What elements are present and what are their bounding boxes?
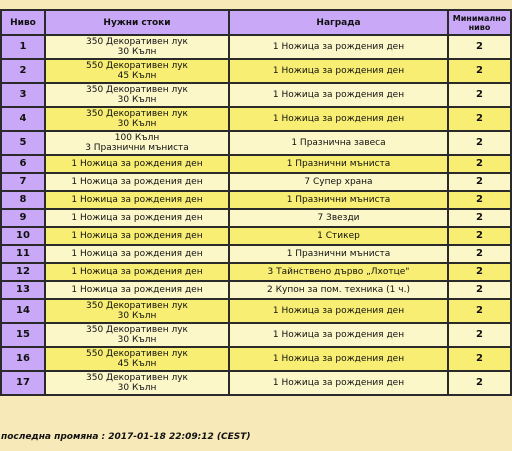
needed-goods-item: 30 Кълн [117, 311, 157, 321]
needed-goods-item: 550 Декоративен лук [86, 61, 188, 71]
needed-goods-item: 1 Ножица за рождения ден [71, 249, 203, 259]
level-number: 16 [1, 347, 45, 371]
needed-goods-item: 350 Декоративен лук [86, 373, 188, 383]
needed-goods-item: 350 Декоративен лук [86, 85, 188, 95]
table-row [1, 35, 511, 59]
needed-goods-item: 1 Ножица за рождения ден [71, 267, 203, 277]
needed-goods-cell [45, 299, 229, 323]
needed-goods-cell [45, 347, 229, 371]
table-row [1, 263, 511, 281]
min-level-cell: 2 [448, 245, 511, 263]
needed-goods-item: 30 Кълн [117, 119, 157, 129]
table-row [1, 299, 511, 323]
reward-cell: 1 Празнични мъниста [229, 155, 448, 173]
last-change-note: последна промяна : 2017-01-18 22:09:12 (CEST) [1, 432, 251, 442]
needed-goods-cell [45, 173, 229, 191]
table-body [1, 35, 511, 395]
levels-table [0, 9, 512, 396]
table-row [1, 191, 511, 209]
min-level-cell: 2 [448, 35, 511, 59]
needed-goods-item: 550 Декоративен лук [86, 349, 188, 359]
level-number: 14 [1, 299, 45, 323]
needed-goods-cell [45, 107, 229, 131]
table-row [1, 131, 511, 155]
needed-goods-item: 350 Декоративен лук [86, 301, 188, 311]
needed-goods-item: 350 Декоративен лук [86, 325, 188, 335]
needed-goods-cell [45, 323, 229, 347]
min-level-cell: 2 [448, 107, 511, 131]
needed-goods-cell [45, 131, 229, 155]
level-number: 7 [1, 173, 45, 191]
table-row [1, 83, 511, 107]
level-number: 10 [1, 227, 45, 245]
reward-cell: 1 Ножица за рождения ден [229, 83, 448, 107]
header-needed-goods: Нужни стоки [45, 10, 229, 35]
level-number: 5 [1, 131, 45, 155]
level-number: 15 [1, 323, 45, 347]
reward-cell: 1 Ножица за рождения ден [229, 107, 448, 131]
reward-cell: 1 Ножица за рождения ден [229, 323, 448, 347]
needed-goods-item: 30 Кълн [117, 335, 157, 345]
min-level-cell: 2 [448, 227, 511, 245]
min-level-cell: 2 [448, 155, 511, 173]
needed-goods-item: 45 Кълн [117, 71, 157, 81]
min-level-cell: 2 [448, 299, 511, 323]
table-row [1, 209, 511, 227]
level-number: 1 [1, 35, 45, 59]
needed-goods-cell [45, 191, 229, 209]
needed-goods-item: 1 Ножица за рождения ден [71, 231, 203, 241]
level-number: 11 [1, 245, 45, 263]
needed-goods-cell [45, 371, 229, 395]
table-row [1, 227, 511, 245]
needed-goods-cell [45, 281, 229, 299]
header-min-level-line-2: ниво [468, 22, 491, 32]
needed-goods-item: 1 Ножица за рождения ден [71, 177, 203, 187]
min-level-cell: 2 [448, 323, 511, 347]
level-number: 13 [1, 281, 45, 299]
min-level-cell: 2 [448, 83, 511, 107]
header-reward: Награда [229, 10, 448, 35]
reward-cell: 3 Тайнствено дърво „Лхотце" [229, 263, 448, 281]
level-number: 6 [1, 155, 45, 173]
reward-cell: 1 Стикер [229, 227, 448, 245]
reward-cell: 7 Супер храна [229, 173, 448, 191]
table-row [1, 281, 511, 299]
needed-goods-item: 1 Ножица за рождения ден [71, 195, 203, 205]
table-row [1, 245, 511, 263]
min-level-cell: 2 [448, 371, 511, 395]
needed-goods-item: 45 Кълн [117, 359, 157, 369]
min-level-cell: 2 [448, 281, 511, 299]
level-number: 4 [1, 107, 45, 131]
needed-goods-item: 30 Кълн [117, 47, 157, 57]
needed-goods-cell [45, 35, 229, 59]
needed-goods-cell [45, 83, 229, 107]
min-level-cell: 2 [448, 263, 511, 281]
reward-cell: 2 Купон за пом. техника (1 ч.) [229, 281, 448, 299]
table-row [1, 371, 511, 395]
needed-goods-item: 30 Кълн [117, 95, 157, 105]
table-row [1, 347, 511, 371]
min-level-cell: 2 [448, 59, 511, 83]
needed-goods-item: 1 Ножица за рождения ден [71, 159, 203, 169]
table-row [1, 59, 511, 83]
needed-goods-item: 1 Ножица за рождения ден [71, 213, 203, 223]
table-row [1, 107, 511, 131]
header-level: Ниво [1, 10, 45, 35]
table-row [1, 155, 511, 173]
table-row [1, 323, 511, 347]
header-min-level [448, 10, 511, 35]
min-level-cell: 2 [448, 191, 511, 209]
needed-goods-item: 350 Декоративен лук [86, 37, 188, 47]
reward-cell: 7 Звезди [229, 209, 448, 227]
needed-goods-item: 30 Кълн [117, 383, 157, 393]
needed-goods-cell [45, 59, 229, 83]
needed-goods-cell [45, 155, 229, 173]
reward-cell: 1 Ножица за рождения ден [229, 299, 448, 323]
level-number: 2 [1, 59, 45, 83]
needed-goods-item: 1 Ножица за рождения ден [71, 285, 203, 295]
needed-goods-cell [45, 209, 229, 227]
reward-cell: 1 Ножица за рождения ден [229, 59, 448, 83]
needed-goods-item: 100 Кълн [114, 133, 160, 143]
min-level-cell: 2 [448, 209, 511, 227]
min-level-cell: 2 [448, 347, 511, 371]
needed-goods-item: 3 Празнични мъниста [85, 143, 189, 153]
reward-cell: 1 Ножица за рождения ден [229, 35, 448, 59]
reward-cell: 1 Празнична завеса [229, 131, 448, 155]
min-level-cell: 2 [448, 131, 511, 155]
needed-goods-cell [45, 263, 229, 281]
table-header-row [1, 10, 511, 35]
reward-cell: 1 Ножица за рождения ден [229, 347, 448, 371]
needed-goods-cell [45, 227, 229, 245]
level-number: 17 [1, 371, 45, 395]
level-number: 8 [1, 191, 45, 209]
reward-cell: 1 Празнични мъниста [229, 191, 448, 209]
level-number: 3 [1, 83, 45, 107]
table-row [1, 173, 511, 191]
level-number: 9 [1, 209, 45, 227]
level-number: 12 [1, 263, 45, 281]
reward-cell: 1 Ножица за рождения ден [229, 371, 448, 395]
needed-goods-cell [45, 245, 229, 263]
header-min-level-line-1: Минимално [452, 13, 507, 23]
min-level-cell: 2 [448, 173, 511, 191]
needed-goods-item: 350 Декоративен лук [86, 109, 188, 119]
reward-cell: 1 Празнични мъниста [229, 245, 448, 263]
